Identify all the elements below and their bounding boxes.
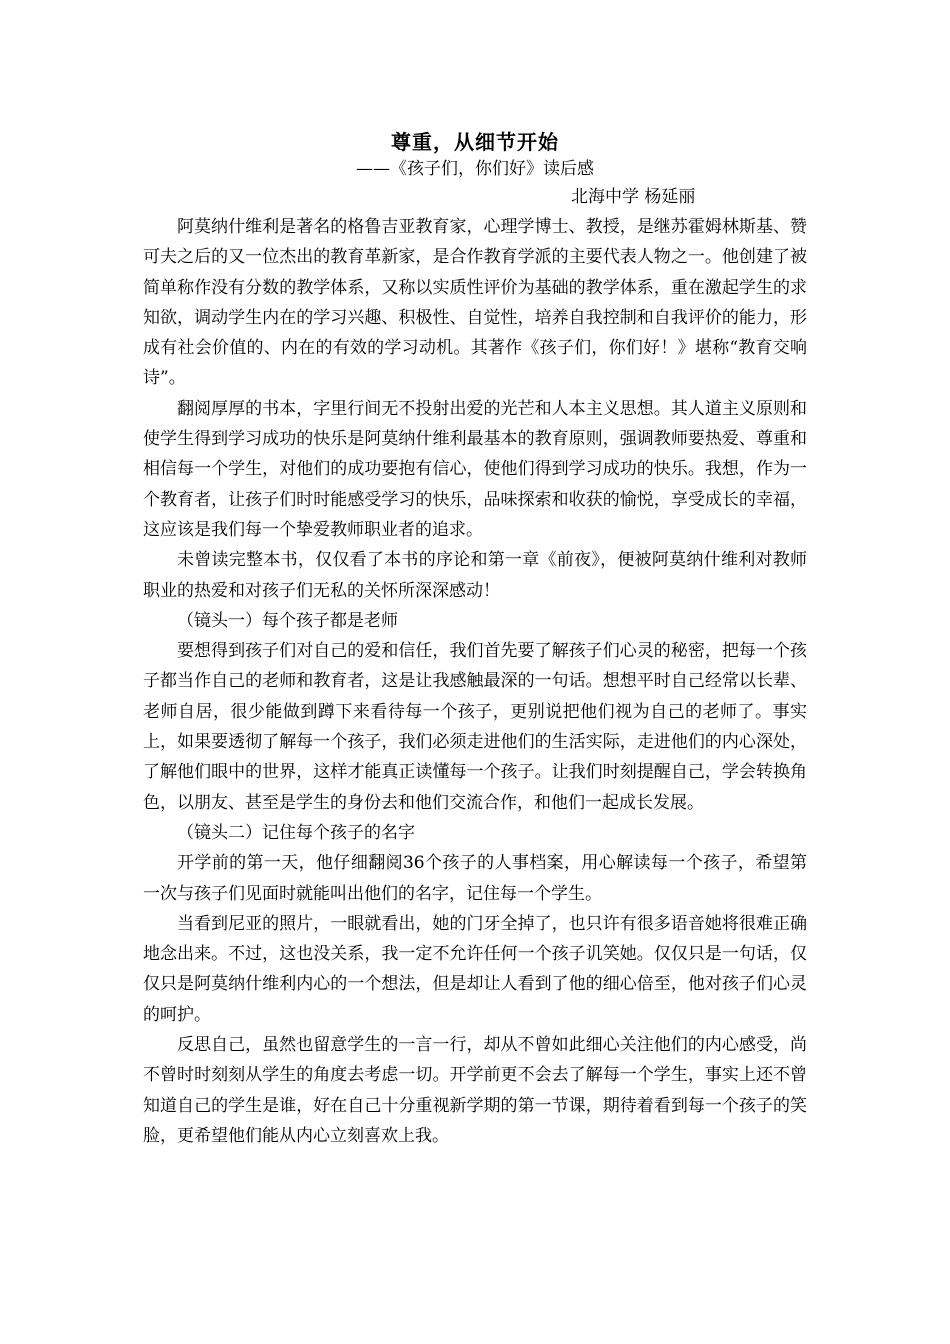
section-heading-2: （镜头二）记住每个孩子的名字	[177, 822, 415, 843]
document-subtitle: ——《孩子们，你们好》读后感	[356, 159, 594, 179]
document-title: 尊重，从细节开始	[391, 130, 559, 154]
paragraph-section-1: 要想得到孩子们对自己的爱和信任，我们首先要了解孩子们心灵的秘密，把每一个孩子都当作自己的老师和教育者，这是让我感触最深的一句话。想想平时自己经常以长辈、老师自居，很少能做到蹲下来看待每一个孩子，更别说把他们视为自己的老师了。事实上，如果要透彻了解每一个孩子，我们必须走进他们的生活实际，走进他们的内心深处，了解他们眼中的世界，这样才能真正读懂每一个孩子。让我们时刻提醒自己，学会转换角色，以朋友、甚至是学生的身份去和他们交流合作，和他们一起成长发展。	[143, 641, 807, 813]
paragraph-section-2a: 开学前的第一天，他仔细翻阅36个孩子的人事档案，用心解读每一个孩子，希望第一次与孩子们见面时就能叫出他们的名字，记住每一个学生。	[143, 853, 807, 904]
paragraph-reading: 翻阅厚厚的书本，字里行间无不投射出爱的光芒和人本主义思想。其人道主义原则和使学生得到学习成功的快乐是阿莫纳什维利最基本的教育原则，强调教师要热爱、尊重和相信每一个学生，对他们的成功要抱有信心，使他们得到学习成功的快乐。我想，作为一个教育者，让孩子们时时能感受学习的快乐，品味探索和收获的愉悦，享受成长的幸福，这应该是我们每一个挚爱教师职业者的追求。	[143, 398, 807, 540]
section-heading-1: （镜头一）每个孩子都是老师	[177, 610, 398, 631]
paragraph-section-2b: 当看到尼亚的照片，一眼就看出，她的门牙全掉了，也只许有很多语音她将很难正确地念出来。不过，这也没关系，我一定不允许任何一个孩子讥笑她。仅仅只是一句话，仅仅只是阿莫纳什维利内心的一个想法，但是却让人看到了他的细心倍至，他对孩子们心灵的呵护。	[143, 913, 807, 1025]
document-page	[143, 128, 807, 1151]
document-author: 北海中学 杨延丽	[571, 187, 696, 207]
paragraph-reflection: 反思自己，虽然也留意学生的一言一行，却从不曾如此细心关注他们的内心感受，尚不曾时时刻刻从学生的角度去考虑一切。开学前更不会去了解每一个学生，事实上还不曾知道自己的学生是谁，好在自己十分重视新学期的第一节课，期待着看到每一个孩子的笑脸，更希望他们能从内心立刻喜欢上我。	[143, 1035, 807, 1146]
paragraph-impression: 未曾读完整本书，仅仅看了本书的序论和第一章《前夜》，便被阿莫纳什维利对教师职业的热爱和对孩子们无私的关怀所深深感动！	[143, 550, 807, 601]
paragraph-intro: 阿莫纳什维利是著名的格鲁吉亚教育家，心理学博士、教授，是继苏霍姆林斯基、赞可夫之后的又一位杰出的教育革新家，是合作教育学派的主要代表人物之一。他创建了被简单称作没有分数的教学体系，又称以实质性评价为基础的教学体系，重在激起学生的求知欲，调动学生内在的学习兴趣、积极性、自觉性，培养自我控制和自我评价的能力，形成有社会价值的、内在的有效的学习动机。其著作《孩子们，你们好！》堪称“教育交响诗”。	[143, 217, 807, 389]
